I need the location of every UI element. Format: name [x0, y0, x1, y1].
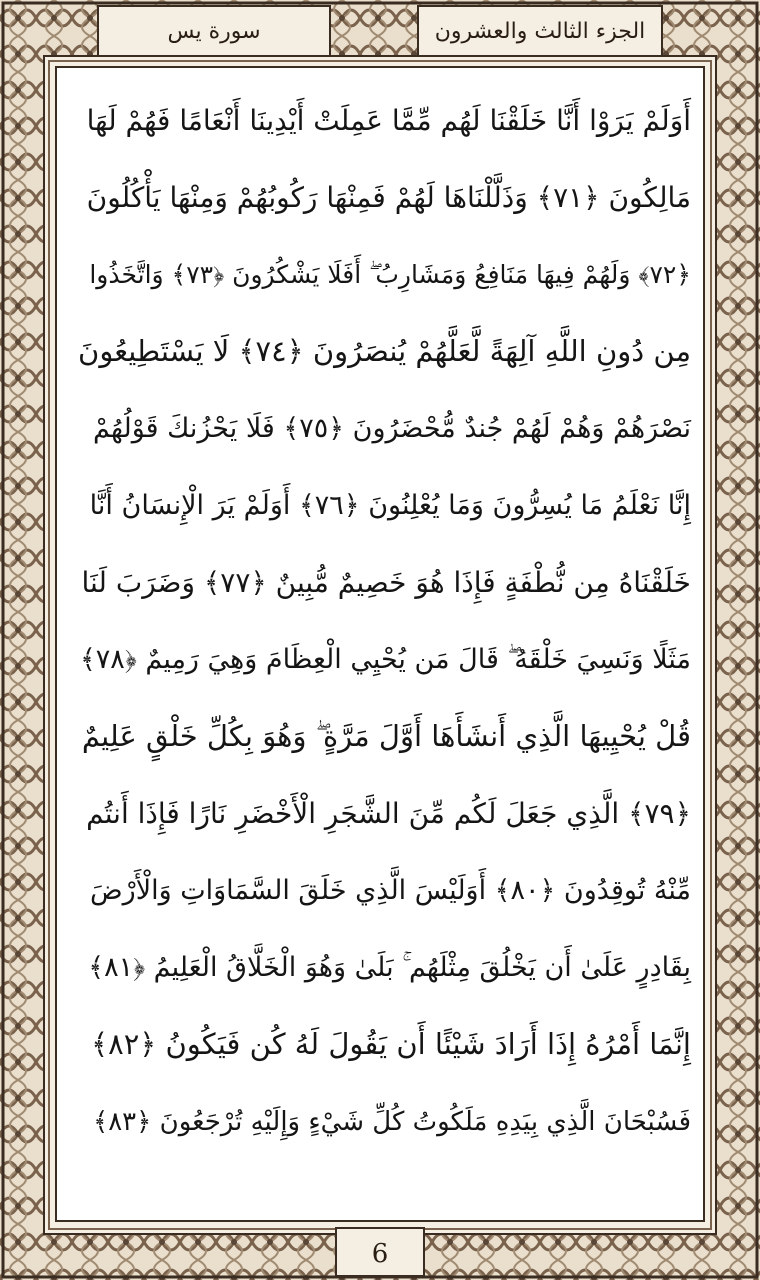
verse-line: أَوَلَمْ يَرَوْا أَنَّا خَلَقْنَا لَهُم مِّمَّا عَمِلَتْ أَيْدِينَا أَنْعَامًا فَهُمْ لَهَا [86, 103, 691, 137]
verse-line: مَالِكُونَ ﴿٧١﴾ وَذَلَّلْنَاهَا لَهُمْ فَمِنْهَا رَكُوبُهُمْ وَمِنْهَا يَأْكُلُونَ [86, 180, 691, 214]
page-number: 6 [371, 1239, 389, 1269]
verse-line: قُلْ يُحْيِيهَا الَّذِي أَنشَأَهَا أَوَّلَ مَرَّةٍ ۖ وَهُوَ بِكُلِّ خَلْقٍ عَلِيمٌ [81, 719, 691, 753]
verse-line: بِقَادِرٍ عَلَىٰ أَن يَخْلُقَ مِثْلَهُم ۚ بَلَىٰ وَهُوَ الْخَلَّاقُ الْعَلِيمُ ﴿٨١﴾ [88, 952, 691, 983]
verse-lines [73, 82, 691, 1160]
verse-line: إِنَّمَا أَمْرُهُ إِذَا أَرَادَ شَيْئًا أَن يَقُولَ لَهُ كُن فَيَكُونُ ﴿٨٢﴾ [91, 1027, 691, 1061]
verse-line: مَثَلًا وَنَسِيَ خَلْقَهُ ۖ قَالَ مَن يُحْيِي الْعِظَامَ وَهِيَ رَمِيمٌ ﴿٧٨﴾ [79, 644, 691, 675]
verse-line: نَصْرَهُمْ وَهُمْ لَهُمْ جُندٌ مُّحْضَرُونَ ﴿٧٥﴾ فَلَا يَحْزُنكَ قَوْلُهُمْ [93, 413, 691, 444]
verse-line: مِّنْهُ تُوقِدُونَ ﴿٨٠﴾ أَوَلَيْسَ الَّذِي خَلَقَ السَّمَاوَاتِ وَالْأَرْضَ [90, 875, 691, 906]
verse-line: مِن دُونِ اللَّهِ آلِهَةً لَّعَلَّهُمْ يُنصَرُونَ ﴿٧٤﴾ لَا يَسْتَطِيعُونَ [78, 334, 691, 368]
verse-line: خَلَقْنَاهُ مِن نُّطْفَةٍ فَإِذَا هُوَ خَصِيمٌ مُّبِينٌ ﴿٧٧﴾ وَضَرَبَ لَنَا [81, 565, 691, 599]
text-panel [55, 66, 705, 1222]
verse-line: إِنَّا نَعْلَمُ مَا يُسِرُّونَ وَمَا يُعْلِنُونَ ﴿٧٦﴾ أَوَلَمْ يَرَ الْإِنسَانُ أَنَّا [89, 490, 691, 521]
verse-line: فَسُبْحَانَ الَّذِي بِيَدِهِ مَلَكُوتُ كُلِّ شَيْءٍ وَإِلَيْهِ تُرْجَعُونَ ﴿٨٣﴾ [92, 1106, 691, 1137]
surah-title: سورة يس [167, 18, 261, 44]
verse-line: ﴿٧٢﴾ وَلَهُمْ فِيهَا مَنَافِعُ وَمَشَارِبُ ۖ أَفَلَا يَشْكُرُونَ ﴿٧٣﴾ وَاتَّخَذُوا [89, 260, 691, 289]
verse-line: ﴿٧٩﴾ الَّذِي جَعَلَ لَكُم مِّنَ الشَّجَرِ الْأَخْضَرِ نَارًا فَإِذَا أَنتُم [86, 796, 691, 830]
juz-title: الجزء الثالث والعشرون [434, 18, 646, 44]
